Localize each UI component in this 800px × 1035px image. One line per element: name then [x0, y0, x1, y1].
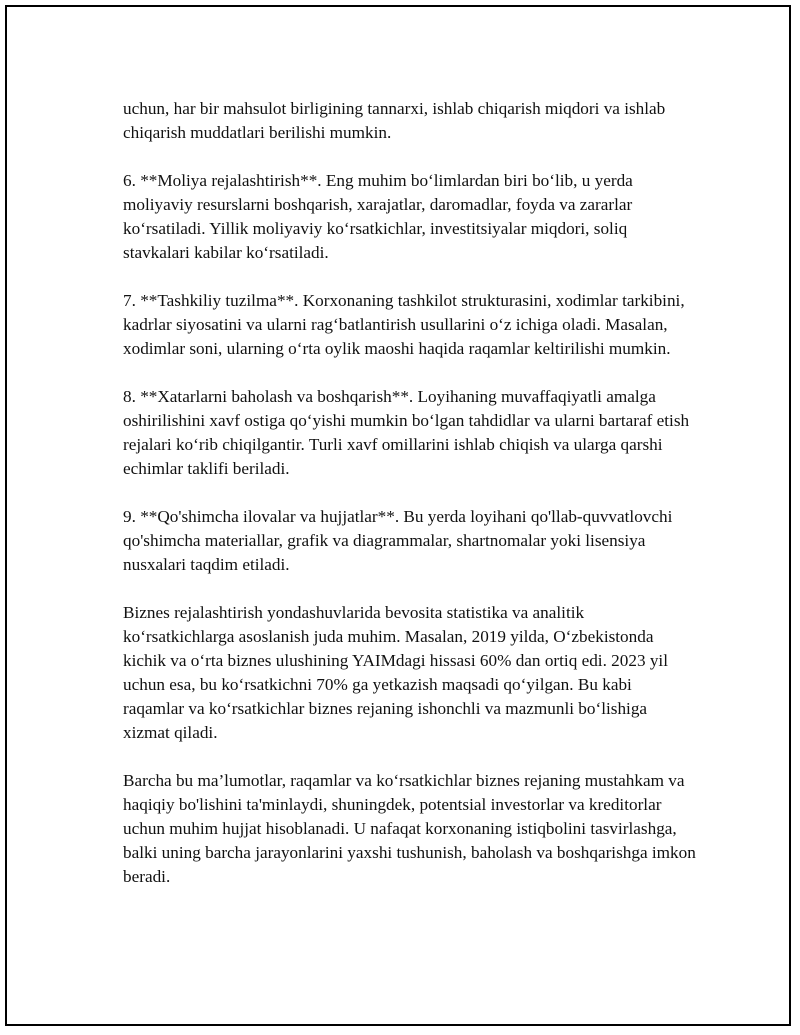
paragraph-organizational-structure: 7. **Tashkiliy tuzilma**. Korxonaning tashkilot strukturasini, xodimlar tarkibini, kadrlar siyosatini va ularni rag‘batlantirish usullarini o‘z ichiga oladi. Masalan, xodimlar soni, ularning o‘rta oylik maoshi haqida raqamlar keltirilishi mumkin. — [123, 291, 685, 358]
paragraph-continuation: uchun, har bir mahsulot birligining tannarxi, ishlab chiqarish miqdori va ishlab chiqarish muddatlari berilishi mumkin. — [123, 99, 666, 142]
document-body — [123, 97, 697, 913]
paragraph-conclusion: Barcha bu ma’lumotlar, raqamlar va ko‘rsatkichlar biznes rejaning mustahkam va haqiqiy bo'lishini ta'minlaydi, shuningdek, potentsial investorlar va kreditorlar uchun muhim hujjat hisoblanadi. U nafaqat korxonaning istiqbolini tasvirlashga, balki uning barcha jarayonlarini yaxshi tushunish, baholash va boshqarishga imkon beradi. — [123, 771, 696, 886]
paragraph-statistics: Biznes rejalashtirish yondashuvlarida bevosita statistika va analitik ko‘rsatkichlarga asoslanish juda muhim. Masalan, 2019 yilda, O‘zbekistonda kichik va o‘rta biznes ulushining YAIMdagi hissasi 60% dan ortiq edi. 2023 yil uchun esa, bu ko‘rsatkichni 70% ga yetkazish maqsadi qo‘yilgan. Bu kabi raqamlar va ko‘rsatkichlar biznes rejaning ishonchli va mazmunli bo‘lishiga xizmat qiladi. — [123, 603, 668, 742]
paragraph-risk-assessment: 8. **Xatarlarni baholash va boshqarish**. Loyihaning muvaffaqiyatli amalga oshirilishini xavf ostiga qo‘yishi mumkin bo‘lgan tahdidlar va ularni bartaraf etish rejalari ko‘rib chiqilgantir. Turli xavf omillarini ishlab chiqish va ularga qarshi echimlar taklifi beriladi. — [123, 387, 690, 478]
paragraph-finance-planning: 6. **Moliya rejalashtirish**. Eng muhim bo‘limlardan biri bo‘lib, u yerda moliyaviy resurslarni boshqarish, xarajatlar, daromadlar, foyda va zararlar ko‘rsatiladi. Yillik moliyaviy ko‘rsatkichlar, investitsiyalar miqdori, soliq stavkalari kabilar ko‘rsatiladi. — [123, 171, 633, 262]
document-page — [5, 5, 791, 1026]
paragraph-appendices: 9. **Qo'shimcha ilovalar va hujjatlar**. Bu yerda loyihani qo'llab-quvvatlovchi qo'shimcha materiallar, grafik va diagrammalar, shartnomalar yoki lisensiya nusxalari taqdim etiladi. — [123, 507, 673, 574]
